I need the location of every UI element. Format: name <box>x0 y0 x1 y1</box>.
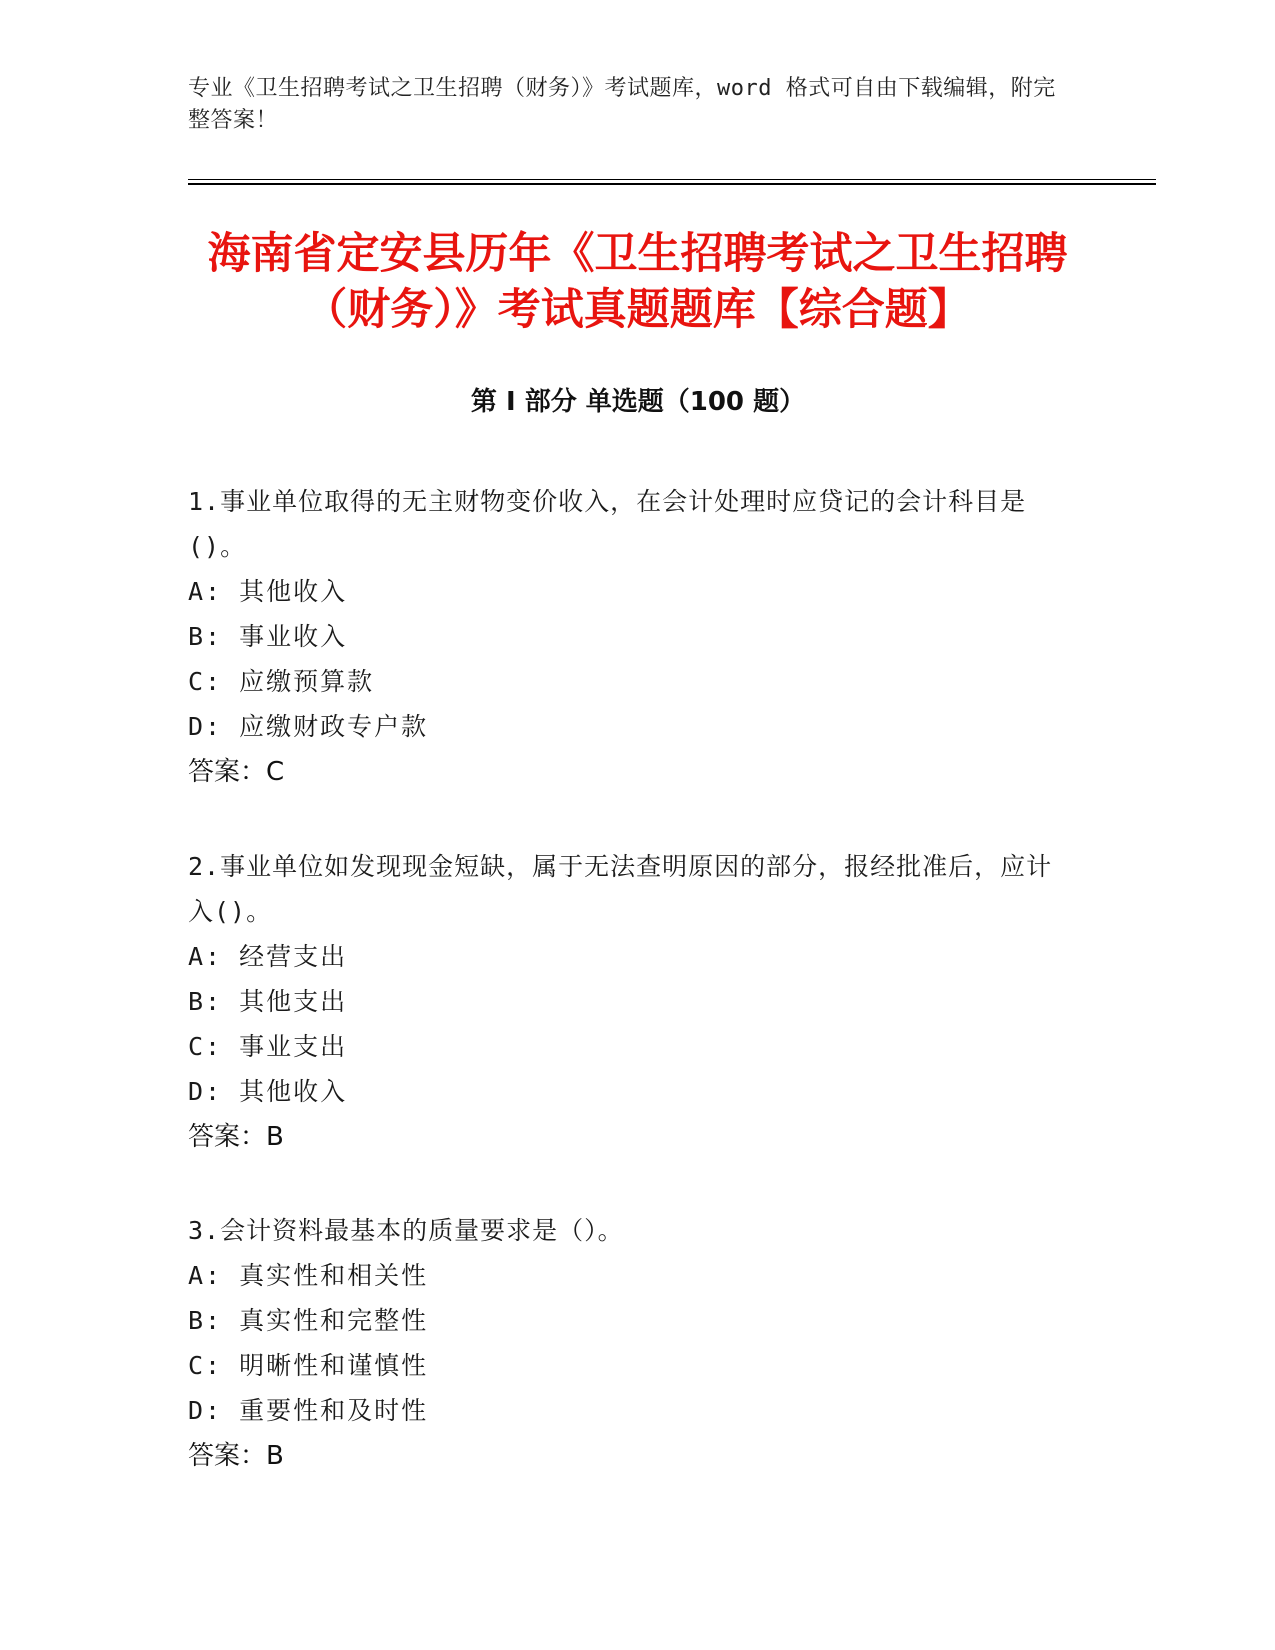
option-c: C: 事业支出 <box>188 1032 348 1061</box>
question-3 <box>188 1208 1068 1479</box>
option-d: D: 重要性和及时性 <box>188 1396 429 1425</box>
option-c: C: 明晰性和谨慎性 <box>188 1351 429 1380</box>
option-d: D: 应缴财政专户款 <box>188 712 429 741</box>
question-2 <box>188 844 1068 1160</box>
option-a: A: 真实性和相关性 <box>188 1261 429 1290</box>
header-rule-thick <box>188 183 1156 185</box>
document-title: 海南省定安县历年《卫生招聘考试之卫生招聘（财务）》考试真题题库【综合题】 <box>207 229 1068 335</box>
option-c: C: 应缴预算款 <box>188 667 375 696</box>
option-a: A: 经营支出 <box>188 942 348 971</box>
question-stem: 1.事业单位取得的无主财物变价收入，在会计处理时应贷记的会计科目是()。 <box>188 487 1027 561</box>
option-b: B: 真实性和完整性 <box>188 1306 429 1335</box>
option-a: A: 其他收入 <box>188 577 348 606</box>
option-b: B: 其他支出 <box>188 987 348 1016</box>
question-stem: 3.会计资料最基本的质量要求是（）。 <box>188 1216 624 1245</box>
section-title: 第 I 部分 单选题（100 题） <box>470 387 806 417</box>
answer: 答案：B <box>188 1441 284 1471</box>
header-rule-thin <box>188 179 1156 180</box>
question-stem: 2.事业单位如发现现金短缺，属于无法查明原因的部分，报经批准后，应计入()。 <box>188 852 1053 926</box>
answer: 答案：C <box>188 757 285 787</box>
header-note: 专业《卫生招聘考试之卫生招聘（财务）》考试题库，word 格式可自由下载编辑，附完整答案！ <box>188 76 1056 133</box>
option-b: B: 事业收入 <box>188 622 348 651</box>
option-d: D: 其他收入 <box>188 1077 348 1106</box>
question-1 <box>188 479 1068 795</box>
answer: 答案：B <box>188 1122 284 1152</box>
